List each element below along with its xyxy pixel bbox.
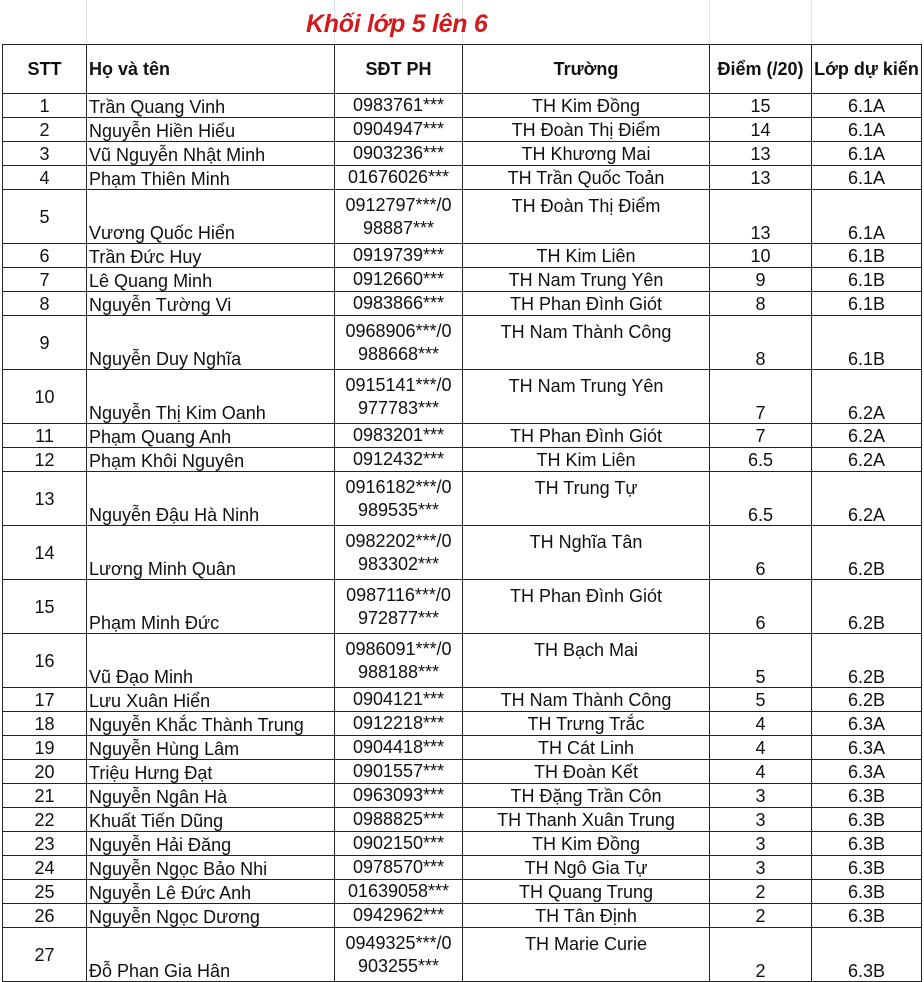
cell-name[interactable]: Nguyễn Duy Nghĩa <box>87 316 335 370</box>
cell-class[interactable]: 6.2A <box>812 370 922 424</box>
cell-school[interactable]: TH Marie Curie <box>463 928 710 982</box>
cell-phone[interactable]: 0919739*** <box>335 244 463 268</box>
table-row <box>3 880 922 904</box>
cell-stt[interactable]: 14 <box>3 526 87 580</box>
cell-name[interactable]: Nguyễn Hùng Lâm <box>87 736 335 760</box>
cell-name[interactable]: Phạm Quang Anh <box>87 424 335 448</box>
cell-name[interactable]: Nguyễn Tường Vi <box>87 292 335 316</box>
cell-school[interactable]: TH Phan Đình Giót <box>463 424 710 448</box>
cell-class[interactable]: 6.2A <box>812 424 922 448</box>
table-row <box>3 316 922 370</box>
cell-score[interactable]: 5 <box>710 634 812 688</box>
cell-class[interactable]: 6.1A <box>812 142 922 166</box>
cell-stt[interactable]: 17 <box>3 688 87 712</box>
cell-name[interactable]: Nguyễn Khắc Thành Trung <box>87 712 335 736</box>
cell-stt[interactable]: 6 <box>3 244 87 268</box>
cell-name[interactable]: Nguyễn Thị Kim Oanh <box>87 370 335 424</box>
cell-stt[interactable]: 23 <box>3 832 87 856</box>
cell-score[interactable]: 4 <box>710 712 812 736</box>
table-row <box>3 118 922 142</box>
cell-school[interactable]: TH Nam Thành Công <box>463 688 710 712</box>
cell-school[interactable]: TH Kim Đồng <box>463 832 710 856</box>
cell-name[interactable]: Đỗ Phan Gia Hân <box>87 928 335 982</box>
cell-stt[interactable]: 19 <box>3 736 87 760</box>
cell-stt[interactable]: 27 <box>3 928 87 982</box>
table-row <box>3 370 922 424</box>
cell-phone[interactable]: 0901557*** <box>335 760 463 784</box>
cell-name[interactable]: Lương Minh Quân <box>87 526 335 580</box>
cell-class[interactable]: 6.2B <box>812 634 922 688</box>
header-class: Lớp dự kiến <box>812 45 922 94</box>
cell-class[interactable]: 6.2B <box>812 688 922 712</box>
table-row <box>3 634 922 688</box>
cell-school[interactable]: TH Thanh Xuân Trung <box>463 808 710 832</box>
cell-stt[interactable]: 2 <box>3 118 87 142</box>
cell-score[interactable]: 6.5 <box>710 448 812 472</box>
table-row <box>3 424 922 448</box>
cell-phone[interactable]: 0968906***/0 988668*** <box>335 316 463 370</box>
cell-school[interactable]: TH Đoàn Kết <box>463 760 710 784</box>
cell-name[interactable]: Nguyễn Hiền Hiếu <box>87 118 335 142</box>
cell-name[interactable]: Trần Đức Huy <box>87 244 335 268</box>
cell-phone[interactable]: 0904121*** <box>335 688 463 712</box>
cell-score[interactable]: 13 <box>710 166 812 190</box>
cell-name[interactable]: Phạm Minh Đức <box>87 580 335 634</box>
cell-score[interactable]: 9 <box>710 268 812 292</box>
header-stt: STT <box>3 45 87 94</box>
cell-stt[interactable]: 15 <box>3 580 87 634</box>
cell-phone[interactable]: 0982202***/0 983302*** <box>335 526 463 580</box>
cell-school[interactable]: TH Đặng Trần Côn <box>463 784 710 808</box>
table-row <box>3 760 922 784</box>
cell-score[interactable]: 6 <box>710 580 812 634</box>
cell-stt[interactable]: 26 <box>3 904 87 928</box>
cell-phone[interactable]: 01676026*** <box>335 166 463 190</box>
cell-school[interactable]: TH Kim Liên <box>463 244 710 268</box>
cell-stt[interactable]: 11 <box>3 424 87 448</box>
cell-school[interactable]: TH Nghĩa Tân <box>463 526 710 580</box>
cell-school[interactable]: TH Cát Linh <box>463 736 710 760</box>
cell-phone[interactable]: 0983866*** <box>335 292 463 316</box>
cell-phone[interactable]: 0916182***/0 989535*** <box>335 472 463 526</box>
table-row <box>3 784 922 808</box>
cell-score[interactable]: 2 <box>710 904 812 928</box>
cell-class[interactable]: 6.1B <box>812 292 922 316</box>
cell-class[interactable]: 6.2B <box>812 580 922 634</box>
cell-school[interactable]: TH Trung Tự <box>463 472 710 526</box>
cell-school[interactable]: TH Đoàn Thị Điểm <box>463 190 710 244</box>
table-row <box>3 166 922 190</box>
cell-phone[interactable]: 0912660*** <box>335 268 463 292</box>
cell-school[interactable]: TH Quang Trung <box>463 880 710 904</box>
cell-phone[interactable]: 0902150*** <box>335 832 463 856</box>
cell-class[interactable]: 6.1A <box>812 190 922 244</box>
cell-phone[interactable]: 0963093*** <box>335 784 463 808</box>
cell-stt[interactable]: 25 <box>3 880 87 904</box>
cell-score[interactable]: 3 <box>710 856 812 880</box>
cell-score[interactable]: 2 <box>710 928 812 982</box>
cell-phone[interactable]: 0988825*** <box>335 808 463 832</box>
table-body <box>3 94 922 982</box>
cell-score[interactable]: 13 <box>710 190 812 244</box>
cell-phone[interactable]: 0915141***/0 977783*** <box>335 370 463 424</box>
cell-score[interactable]: 4 <box>710 736 812 760</box>
cell-class[interactable]: 6.3B <box>812 832 922 856</box>
cell-phone[interactable]: 0983761*** <box>335 94 463 118</box>
cell-name[interactable]: Nguyễn Lê Đức Anh <box>87 880 335 904</box>
cell-phone[interactable]: 0912432*** <box>335 448 463 472</box>
cell-score[interactable]: 5 <box>710 688 812 712</box>
cell-stt[interactable]: 8 <box>3 292 87 316</box>
cell-stt[interactable]: 1 <box>3 94 87 118</box>
cell-stt[interactable]: 20 <box>3 760 87 784</box>
header-school: Trường <box>463 45 710 94</box>
cell-stt[interactable]: 21 <box>3 784 87 808</box>
cell-class[interactable]: 6.3B <box>812 856 922 880</box>
cell-class[interactable]: 6.3B <box>812 904 922 928</box>
cell-score[interactable]: 13 <box>710 142 812 166</box>
cell-class[interactable]: 6.1B <box>812 316 922 370</box>
header-score: Điểm (/20) <box>710 45 812 94</box>
cell-name[interactable]: Triệu Hưng Đạt <box>87 760 335 784</box>
cell-class[interactable]: 6.3B <box>812 784 922 808</box>
cell-class[interactable]: 6.1A <box>812 118 922 142</box>
cell-phone[interactable]: 0904947*** <box>335 118 463 142</box>
cell-score[interactable]: 15 <box>710 94 812 118</box>
cell-class[interactable]: 6.1B <box>812 268 922 292</box>
cell-school[interactable]: TH Tân Định <box>463 904 710 928</box>
cell-class[interactable]: 6.1B <box>812 244 922 268</box>
cell-name[interactable]: Vũ Nguyễn Nhật Minh <box>87 142 335 166</box>
cell-score[interactable]: 10 <box>710 244 812 268</box>
cell-score[interactable]: 8 <box>710 316 812 370</box>
cell-stt[interactable]: 24 <box>3 856 87 880</box>
cell-name[interactable]: Nguyễn Ngân Hà <box>87 784 335 808</box>
cell-school[interactable]: TH Phan Đình Giót <box>463 580 710 634</box>
table-row <box>3 580 922 634</box>
cell-phone[interactable]: 0986091***/0 988188*** <box>335 634 463 688</box>
cell-class[interactable]: 6.3B <box>812 808 922 832</box>
cell-stt[interactable]: 18 <box>3 712 87 736</box>
cell-class[interactable]: 6.3B <box>812 880 922 904</box>
cell-class[interactable]: 6.3A <box>812 760 922 784</box>
table-row <box>3 712 922 736</box>
cell-school[interactable]: TH Nam Thành Công <box>463 316 710 370</box>
cell-stt[interactable]: 13 <box>3 472 87 526</box>
table-row <box>3 856 922 880</box>
cell-name[interactable]: Trần Quang Vinh <box>87 94 335 118</box>
cell-phone[interactable]: 0912797***/0 98887*** <box>335 190 463 244</box>
student-table <box>2 44 922 982</box>
cell-name[interactable]: Lê Quang Minh <box>87 268 335 292</box>
cell-score[interactable]: 4 <box>710 760 812 784</box>
header-row <box>3 45 922 94</box>
cell-class[interactable]: 6.1A <box>812 166 922 190</box>
table-row <box>3 472 922 526</box>
cell-stt[interactable]: 7 <box>3 268 87 292</box>
table-row <box>3 688 922 712</box>
cell-class[interactable]: 6.2A <box>812 448 922 472</box>
cell-phone[interactable]: 0912218*** <box>335 712 463 736</box>
cell-phone[interactable]: 0942962*** <box>335 904 463 928</box>
cell-phone[interactable]: 0904418*** <box>335 736 463 760</box>
title-row <box>0 0 924 44</box>
table-row <box>3 832 922 856</box>
cell-score[interactable]: 7 <box>710 424 812 448</box>
cell-stt[interactable]: 16 <box>3 634 87 688</box>
table-row <box>3 268 922 292</box>
cell-score[interactable]: 3 <box>710 808 812 832</box>
cell-name[interactable]: Lưu Xuân Hiển <box>87 688 335 712</box>
cell-school[interactable]: TH Trưng Trắc <box>463 712 710 736</box>
cell-phone[interactable]: 0983201*** <box>335 424 463 448</box>
header-phone: SĐT PH <box>335 45 463 94</box>
table-row <box>3 448 922 472</box>
table-row <box>3 526 922 580</box>
cell-school[interactable]: TH Nam Trung Yên <box>463 268 710 292</box>
cell-score[interactable]: 2 <box>710 880 812 904</box>
cell-stt[interactable]: 5 <box>3 190 87 244</box>
cell-school[interactable]: TH Nam Trung Yên <box>463 370 710 424</box>
table-row <box>3 904 922 928</box>
cell-class[interactable]: 6.3B <box>812 928 922 982</box>
header-name: Họ và tên <box>87 45 335 94</box>
cell-stt[interactable]: 12 <box>3 448 87 472</box>
cell-school[interactable]: TH Bạch Mai <box>463 634 710 688</box>
table-row <box>3 244 922 268</box>
cell-name[interactable]: Nguyễn Ngọc Bảo Nhi <box>87 856 335 880</box>
table-row <box>3 736 922 760</box>
cell-score[interactable]: 8 <box>710 292 812 316</box>
cell-name[interactable]: Vũ Đạo Minh <box>87 634 335 688</box>
cell-stt[interactable]: 10 <box>3 370 87 424</box>
cell-school[interactable]: TH Ngô Gia Tự <box>463 856 710 880</box>
cell-name[interactable]: Phạm Thiên Minh <box>87 166 335 190</box>
cell-school[interactable]: TH Đoàn Thị Điểm <box>463 118 710 142</box>
gridline <box>86 0 87 44</box>
cell-score[interactable]: 3 <box>710 784 812 808</box>
table-row <box>3 94 922 118</box>
cell-phone[interactable]: 0978570*** <box>335 856 463 880</box>
cell-stt[interactable]: 4 <box>3 166 87 190</box>
cell-school[interactable]: TH Trần Quốc Toản <box>463 166 710 190</box>
cell-school[interactable]: TH Kim Liên <box>463 448 710 472</box>
table-row <box>3 190 922 244</box>
cell-phone[interactable]: 0987116***/0 972877*** <box>335 580 463 634</box>
cell-score[interactable]: 7 <box>710 370 812 424</box>
cell-name[interactable]: Khuất Tiến Dũng <box>87 808 335 832</box>
cell-phone[interactable]: 01639058*** <box>335 880 463 904</box>
cell-stt[interactable]: 22 <box>3 808 87 832</box>
cell-name[interactable]: Phạm Khôi Nguyên <box>87 448 335 472</box>
cell-score[interactable]: 6.5 <box>710 472 812 526</box>
cell-school[interactable]: TH Kim Đồng <box>463 94 710 118</box>
cell-phone[interactable]: 0949325***/0 903255*** <box>335 928 463 982</box>
cell-score[interactable]: 6 <box>710 526 812 580</box>
cell-class[interactable]: 6.1A <box>812 94 922 118</box>
cell-class[interactable]: 6.3A <box>812 712 922 736</box>
cell-score[interactable]: 14 <box>710 118 812 142</box>
gridline <box>811 0 812 44</box>
cell-name[interactable]: Nguyễn Đậu Hà Ninh <box>87 472 335 526</box>
cell-score[interactable]: 3 <box>710 832 812 856</box>
cell-name[interactable]: Nguyễn Hải Đăng <box>87 832 335 856</box>
cell-name[interactable]: Vương Quốc Hiển <box>87 190 335 244</box>
cell-school[interactable]: TH Khương Mai <box>463 142 710 166</box>
table-row <box>3 292 922 316</box>
cell-school[interactable]: TH Phan Đình Giót <box>463 292 710 316</box>
table-row <box>3 142 922 166</box>
cell-class[interactable]: 6.2A <box>812 472 922 526</box>
cell-class[interactable]: 6.2B <box>812 526 922 580</box>
table-row <box>3 928 922 982</box>
gridline <box>709 0 710 44</box>
cell-name[interactable]: Nguyễn Ngọc Dương <box>87 904 335 928</box>
table-row <box>3 808 922 832</box>
page-title: Khối lớp 5 lên 6 <box>306 10 488 38</box>
cell-phone[interactable]: 0903236*** <box>335 142 463 166</box>
cell-stt[interactable]: 9 <box>3 316 87 370</box>
cell-class[interactable]: 6.3A <box>812 736 922 760</box>
cell-stt[interactable]: 3 <box>3 142 87 166</box>
